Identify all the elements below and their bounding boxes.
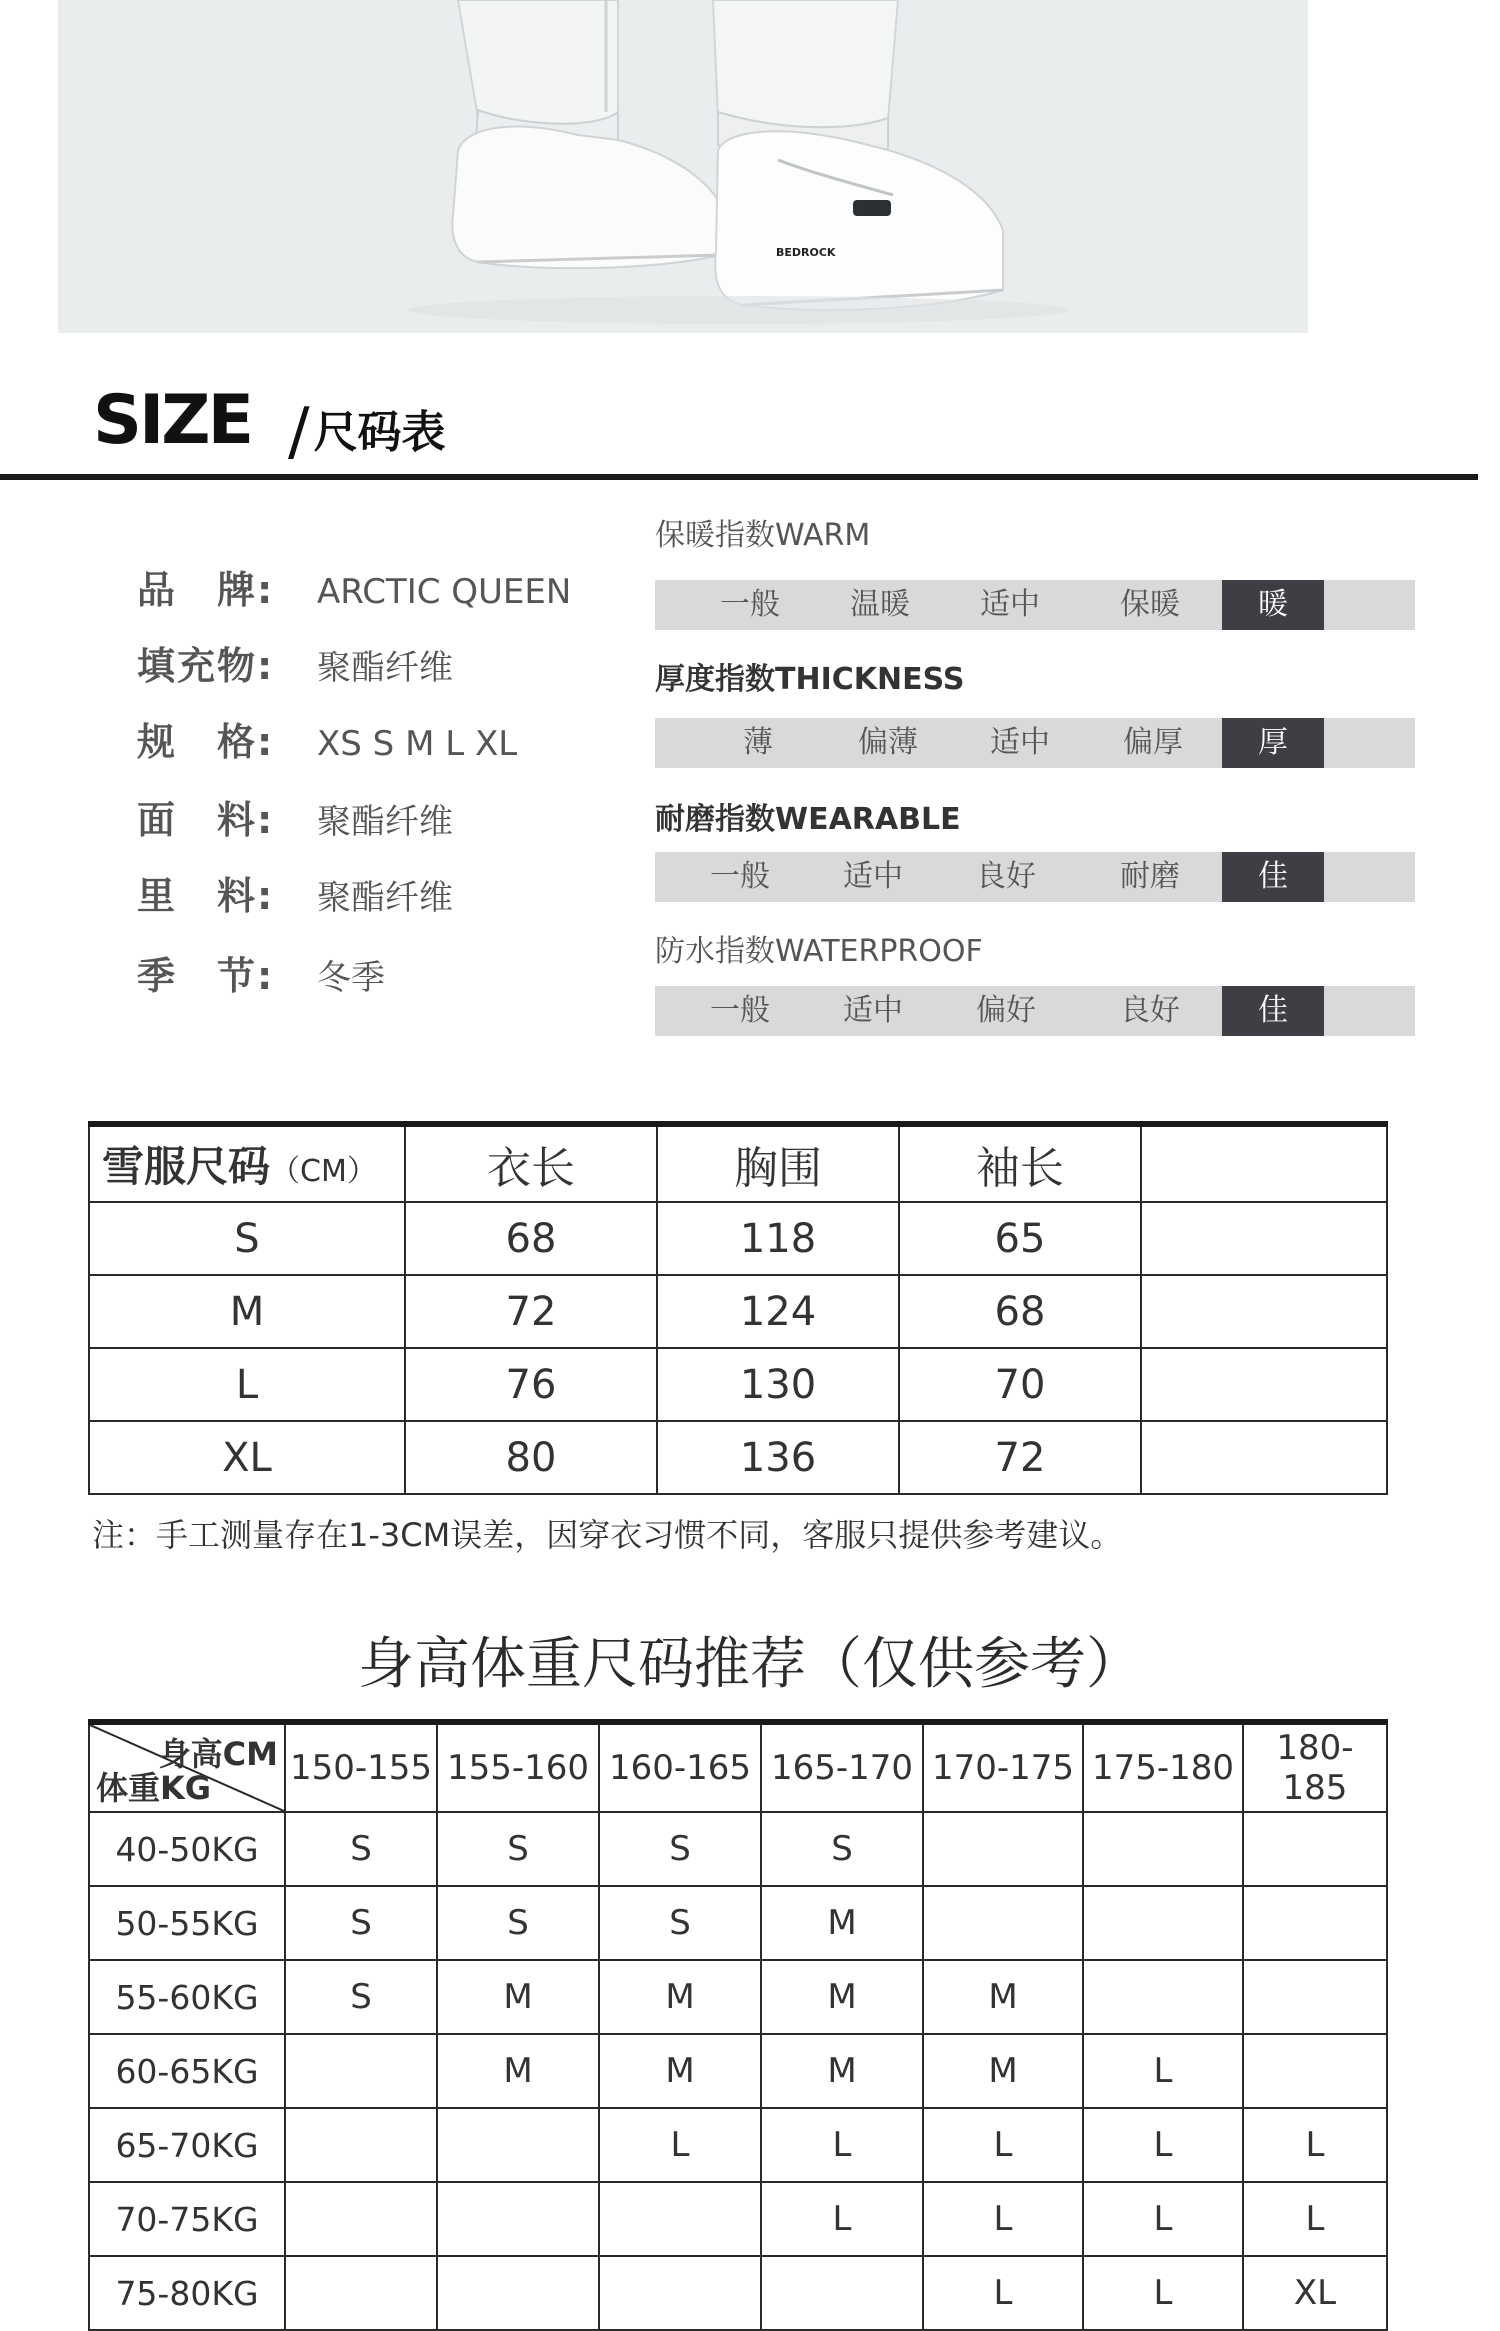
index-level: 耐磨 <box>1120 859 1180 894</box>
size-cell: M <box>89 1275 405 1348</box>
table-cell <box>437 2182 599 2256</box>
table-cell: S <box>285 1812 437 1886</box>
table-cell: 130 <box>657 1348 899 1421</box>
table-cell: 136 <box>657 1421 899 1494</box>
table-cell <box>1141 1275 1387 1348</box>
warm-index-title: 保暖指数WARM <box>655 518 871 553</box>
table-row <box>89 1812 1387 1886</box>
size-table <box>88 1121 1388 1495</box>
spec-brand <box>137 560 571 620</box>
index-level: 偏厚 <box>1123 725 1183 760</box>
spec-lining <box>137 866 453 926</box>
spec-filling <box>137 636 453 696</box>
index-level: 一般 <box>710 993 770 1028</box>
table-cell: M <box>761 2034 923 2108</box>
size-header-label: 雪服尺码 <box>102 1142 271 1191</box>
table-cell: 80 <box>405 1421 657 1494</box>
table-cell <box>761 2256 923 2330</box>
index-level: 良好 <box>976 859 1036 894</box>
measurement-note: 注：手工测量存在1-3CM误差，因穿衣习惯不同，客服只提供参考建议。 <box>92 1516 1123 1554</box>
table-cell: L <box>599 2108 761 2182</box>
index-level: 偏好 <box>976 993 1036 1028</box>
table-cell <box>923 1812 1083 1886</box>
spec-label: 里 料: <box>137 874 275 918</box>
table-cell: M <box>923 1960 1083 2034</box>
table-row <box>89 1421 1387 1494</box>
recommend-title: 身高体重尺码推荐（仅供参考） <box>358 1632 1142 1697</box>
index-level-selected: 佳 <box>1222 986 1324 1036</box>
index-level: 一般 <box>720 587 780 622</box>
index-level: 薄 <box>743 725 773 760</box>
spec-label: 品 牌: <box>137 568 275 612</box>
size-cell: L <box>89 1348 405 1421</box>
table-cell <box>599 2182 761 2256</box>
table-cell: L <box>1083 2182 1243 2256</box>
thickness-index-title: 厚度指数THICKNESS <box>655 662 965 697</box>
height-header: 155-160 <box>437 1722 599 1812</box>
index-level: 适中 <box>990 725 1050 760</box>
index-level: 适中 <box>843 993 903 1028</box>
index-level: 适中 <box>843 859 903 894</box>
table-cell <box>923 1886 1083 1960</box>
spec-season <box>137 946 385 1006</box>
table-row <box>89 1886 1387 1960</box>
table-cell <box>1243 2034 1387 2108</box>
boot-brand-print: BEDROCK <box>776 246 836 259</box>
spec-label: 填充物: <box>137 644 275 688</box>
table-row <box>89 1202 1387 1275</box>
index-level: 良好 <box>1120 993 1180 1028</box>
table-cell: M <box>923 2034 1083 2108</box>
spec-value: ARCTIC QUEEN <box>317 572 572 612</box>
weight-cell: 70-75KG <box>89 2182 285 2256</box>
table-cell: M <box>761 1960 923 2034</box>
spec-value: 冬季 <box>317 958 385 998</box>
snow-pants-boots-image <box>58 0 1308 333</box>
column-header: 胸围 <box>657 1124 899 1202</box>
spec-value: 聚酯纤维 <box>317 878 453 918</box>
table-cell: L <box>923 2256 1083 2330</box>
table-cell <box>1083 1886 1243 1960</box>
table-cell <box>1141 1202 1387 1275</box>
table-cell: L <box>1083 2108 1243 2182</box>
warm-index-bar <box>655 580 1415 630</box>
wear-index-bar <box>655 852 1415 902</box>
title-slash: / <box>288 395 310 469</box>
height-header: 180-185 <box>1243 1722 1387 1812</box>
spec-label: 规 格: <box>137 720 275 764</box>
height-header: 175-180 <box>1083 1722 1243 1812</box>
spec-value: 聚酯纤维 <box>317 648 453 688</box>
index-level-selected: 暖 <box>1222 580 1324 630</box>
size-subtitle <box>288 395 446 469</box>
waterproof-index-bar <box>655 986 1415 1036</box>
table-cell <box>1141 1421 1387 1494</box>
table-cell: L <box>923 2182 1083 2256</box>
size-header-cell <box>89 1124 405 1202</box>
index-level: 适中 <box>980 587 1040 622</box>
size-header-unit: （CM） <box>270 1154 377 1189</box>
table-cell: 118 <box>657 1202 899 1275</box>
table-cell <box>285 2256 437 2330</box>
table-row <box>89 2108 1387 2182</box>
table-cell: S <box>599 1812 761 1886</box>
table-cell: M <box>437 1960 599 2034</box>
table-cell <box>1083 1960 1243 2034</box>
table-row <box>89 2034 1387 2108</box>
table-cell <box>1243 1886 1387 1960</box>
table-cell: S <box>285 1960 437 2034</box>
height-axis-label: 身高CM <box>158 1735 278 1773</box>
size-cell: XL <box>89 1421 405 1494</box>
column-header: 袖长 <box>899 1124 1141 1202</box>
table-row <box>89 2182 1387 2256</box>
size-title: SIZE <box>93 381 252 460</box>
table-cell: 124 <box>657 1275 899 1348</box>
index-level: 偏薄 <box>858 725 918 760</box>
table-cell <box>1083 1812 1243 1886</box>
table-cell: L <box>1243 2182 1387 2256</box>
index-level-selected: 厚 <box>1222 718 1324 768</box>
weight-cell: 55-60KG <box>89 1960 285 2034</box>
table-cell <box>285 2034 437 2108</box>
table-cell: 68 <box>899 1275 1141 1348</box>
index-level: 一般 <box>710 859 770 894</box>
spec-fabric <box>137 790 453 850</box>
index-level: 温暖 <box>850 587 910 622</box>
table-cell: L <box>1083 2256 1243 2330</box>
table-cell: M <box>437 2034 599 2108</box>
size-cell: S <box>89 1202 405 1275</box>
table-row <box>89 1275 1387 1348</box>
table-cell: L <box>923 2108 1083 2182</box>
table-cell: M <box>761 1886 923 1960</box>
spec-value: XS S M L XL <box>317 724 518 764</box>
table-cell: L <box>761 2182 923 2256</box>
height-header: 165-170 <box>761 1722 923 1812</box>
table-cell: S <box>437 1886 599 1960</box>
product-photo <box>58 0 1308 333</box>
height-header: 170-175 <box>923 1722 1083 1812</box>
table-cell: 65 <box>899 1202 1141 1275</box>
weight-cell: 40-50KG <box>89 1812 285 1886</box>
corner-header-cell <box>89 1722 285 1812</box>
table-cell <box>1243 1812 1387 1886</box>
table-cell <box>285 2182 437 2256</box>
waterproof-index-title: 防水指数WATERPROOF <box>655 934 983 969</box>
index-level: 保暖 <box>1120 587 1180 622</box>
spec-sizes <box>137 712 517 772</box>
table-cell <box>437 2108 599 2182</box>
table-cell <box>599 2256 761 2330</box>
size-subtitle-text: 尺码表 <box>313 407 446 458</box>
table-cell: 72 <box>899 1421 1141 1494</box>
size-table-header <box>89 1124 1387 1202</box>
spec-label: 面 料: <box>137 798 275 842</box>
height-header: 150-155 <box>285 1722 437 1812</box>
weight-cell: 75-80KG <box>89 2256 285 2330</box>
weight-cell: 65-70KG <box>89 2108 285 2182</box>
index-level-selected: 佳 <box>1222 852 1324 902</box>
table-cell: L <box>1083 2034 1243 2108</box>
height-weight-table <box>88 1719 1388 2331</box>
table-row <box>89 1348 1387 1421</box>
thickness-index-bar <box>655 718 1415 768</box>
table-cell: M <box>599 1960 761 2034</box>
spec-value: 聚酯纤维 <box>317 802 453 842</box>
spec-label: 季 节: <box>137 954 275 998</box>
table-cell: 70 <box>899 1348 1141 1421</box>
table-cell: 76 <box>405 1348 657 1421</box>
table-cell: L <box>1243 2108 1387 2182</box>
column-header: 衣长 <box>405 1124 657 1202</box>
table-row <box>89 2256 1387 2330</box>
table-cell <box>1243 1960 1387 2034</box>
height-header-row <box>89 1722 1387 1812</box>
table-cell: XL <box>1243 2256 1387 2330</box>
table-cell: 72 <box>405 1275 657 1348</box>
column-header <box>1141 1124 1387 1202</box>
weight-cell: 50-55KG <box>89 1886 285 1960</box>
table-cell <box>437 2256 599 2330</box>
table-cell: S <box>285 1886 437 1960</box>
weight-axis-label: 体重KG <box>96 1769 212 1807</box>
table-cell <box>1141 1348 1387 1421</box>
table-cell: M <box>599 2034 761 2108</box>
table-row <box>89 1960 1387 2034</box>
table-cell: S <box>437 1812 599 1886</box>
table-cell <box>285 2108 437 2182</box>
table-cell: S <box>761 1812 923 1886</box>
header-divider <box>0 474 1478 480</box>
wear-index-title: 耐磨指数WEARABLE <box>655 802 961 837</box>
height-header: 160-165 <box>599 1722 761 1812</box>
weight-cell: 60-65KG <box>89 2034 285 2108</box>
table-cell: S <box>599 1886 761 1960</box>
table-cell: L <box>761 2108 923 2182</box>
table-cell: 68 <box>405 1202 657 1275</box>
